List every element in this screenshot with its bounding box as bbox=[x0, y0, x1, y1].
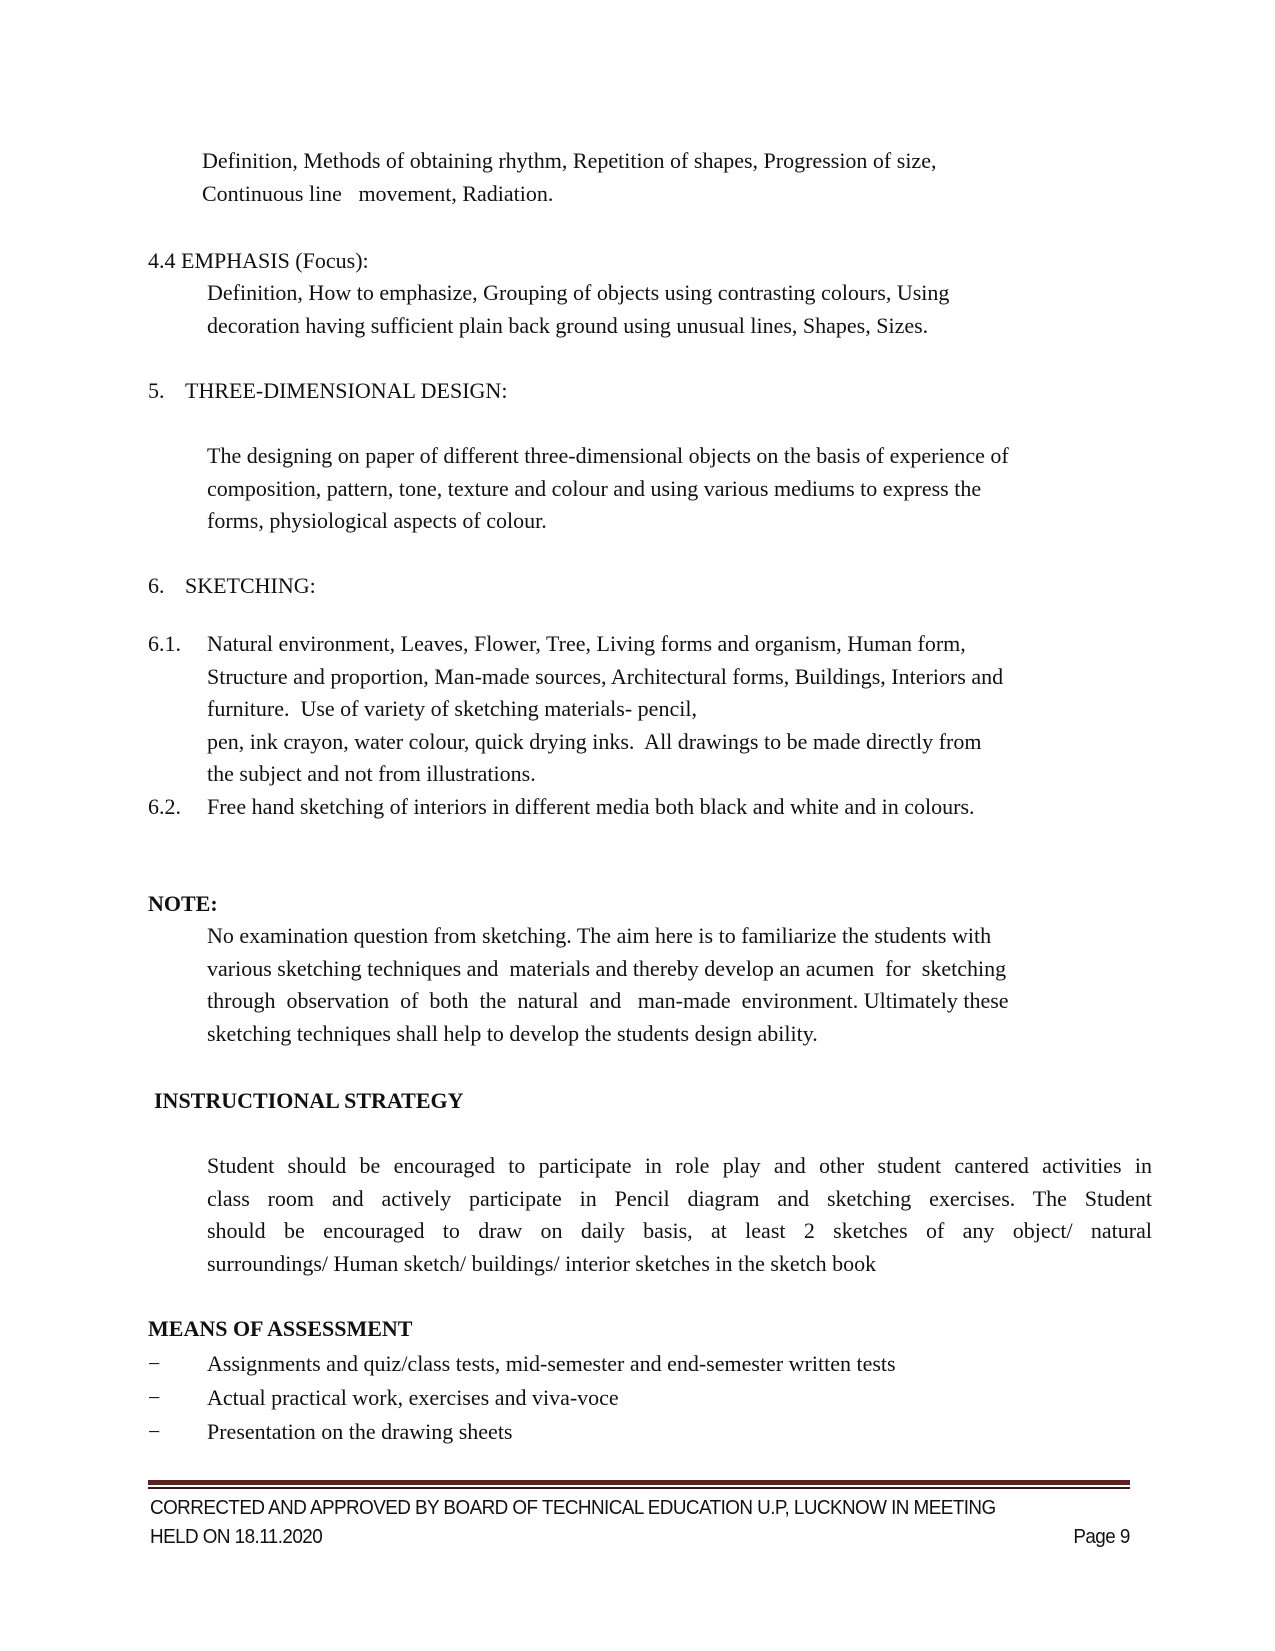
text-line: No examination question from sketching. The aim here is to familiarize the students with bbox=[207, 923, 992, 948]
note-paragraph bbox=[207, 920, 1009, 1050]
assessment-bullet: − bbox=[148, 1351, 161, 1376]
section-5-heading: THREE-DIMENSIONAL DESIGN: bbox=[185, 378, 508, 403]
text-line: Free hand sketching of interiors in different media both black and white and in colours. bbox=[207, 794, 975, 819]
rhythm-paragraph bbox=[202, 145, 936, 210]
text-line: Definition, How to emphasize, Grouping of objects using contrasting colours, Using bbox=[207, 280, 950, 305]
item-6-2-number: 6.2. bbox=[148, 794, 181, 819]
text-line: Student should be encouraged to participate in role play and other student cantered activities in bbox=[207, 1153, 1152, 1178]
footer-divider-thick bbox=[148, 1480, 1130, 1485]
assessment-bullet: − bbox=[148, 1385, 161, 1410]
text-line: furniture. Use of variety of sketching materials- pencil, bbox=[207, 696, 697, 722]
instructional-strategy-paragraph bbox=[207, 1150, 1152, 1280]
instructional-strategy-heading: INSTRUCTIONAL STRATEGY bbox=[154, 1088, 464, 1113]
text-line: the subject and not from illustrations. bbox=[207, 761, 536, 787]
text-line: Structure and proportion, Man-made sources, Architectural forms, Buildings, Interiors and bbox=[207, 663, 1004, 689]
assessment-heading: MEANS OF ASSESSMENT bbox=[148, 1316, 413, 1341]
assessment-bullet: − bbox=[148, 1419, 161, 1444]
text-line: pen, ink crayon, water colour, quick drying inks. All drawings to be made directly from bbox=[207, 728, 982, 754]
emphasis-heading: 4.4 EMPHASIS (Focus): bbox=[148, 248, 369, 273]
text-line: class room and actively participate in Pencil diagram and sketching exercises. The Student bbox=[207, 1185, 1152, 1211]
text-line: The designing on paper of different three-dimensional objects on the basis of experience of bbox=[207, 443, 1009, 468]
footer-meeting-date: HELD ON 18.11.2020 bbox=[150, 1525, 323, 1548]
section-6-heading: SKETCHING: bbox=[185, 573, 316, 598]
text-line: forms, physiological aspects of colour. bbox=[207, 508, 547, 534]
section-5-number: 5. bbox=[148, 378, 165, 403]
emphasis-paragraph bbox=[207, 277, 949, 342]
assessment-item: Presentation on the drawing sheets bbox=[207, 1419, 513, 1444]
text-line: Natural environment, Leaves, Flower, Tree, Living forms and organism, Human form, bbox=[207, 631, 966, 656]
footer-approval-line: CORRECTED AND APPROVED BY BOARD OF TECHNICAL EDUCATION U.P, LUCKNOW IN MEETING bbox=[150, 1496, 996, 1519]
three-dimensional-paragraph bbox=[207, 440, 1009, 538]
item-6-1-number: 6.1. bbox=[148, 631, 181, 656]
text-line: composition, pattern, tone, texture and colour and using various mediums to express the bbox=[207, 475, 982, 501]
assessment-item: Assignments and quiz/class tests, mid-semester and end-semester written tests bbox=[207, 1351, 896, 1376]
item-6-1-text bbox=[207, 628, 1003, 791]
assessment-item: Actual practical work, exercises and viva-voce bbox=[207, 1385, 619, 1410]
footer bbox=[150, 1493, 1130, 1551]
item-6-2-text bbox=[207, 791, 975, 824]
section-6-number: 6. bbox=[148, 573, 165, 598]
footer-divider-thin bbox=[148, 1487, 1130, 1489]
text-line: through observation of both the natural and man-made environment. Ultimately these bbox=[207, 988, 1009, 1014]
text-line: sketching techniques shall help to develop the students design ability. bbox=[207, 1020, 818, 1046]
text-line: surroundings/ Human sketch/ buildings/ interior sketches in the sketch book bbox=[207, 1250, 877, 1276]
text-line: decoration having sufficient plain back ground using unusual lines, Shapes, Sizes. bbox=[207, 312, 929, 338]
page-number: Page 9 bbox=[1073, 1525, 1130, 1548]
text-line: various sketching techniques and materials and thereby develop an acumen for sketching bbox=[207, 955, 1007, 981]
text-line: Definition, Methods of obtaining rhythm, Repetition of shapes, Progression of size, bbox=[202, 148, 937, 173]
note-heading: NOTE: bbox=[148, 891, 218, 916]
text-line: Continuous line movement, Radiation. bbox=[202, 180, 554, 206]
text-line: should be encouraged to draw on daily basis, at least 2 sketches of any object/ natural bbox=[207, 1218, 1152, 1244]
